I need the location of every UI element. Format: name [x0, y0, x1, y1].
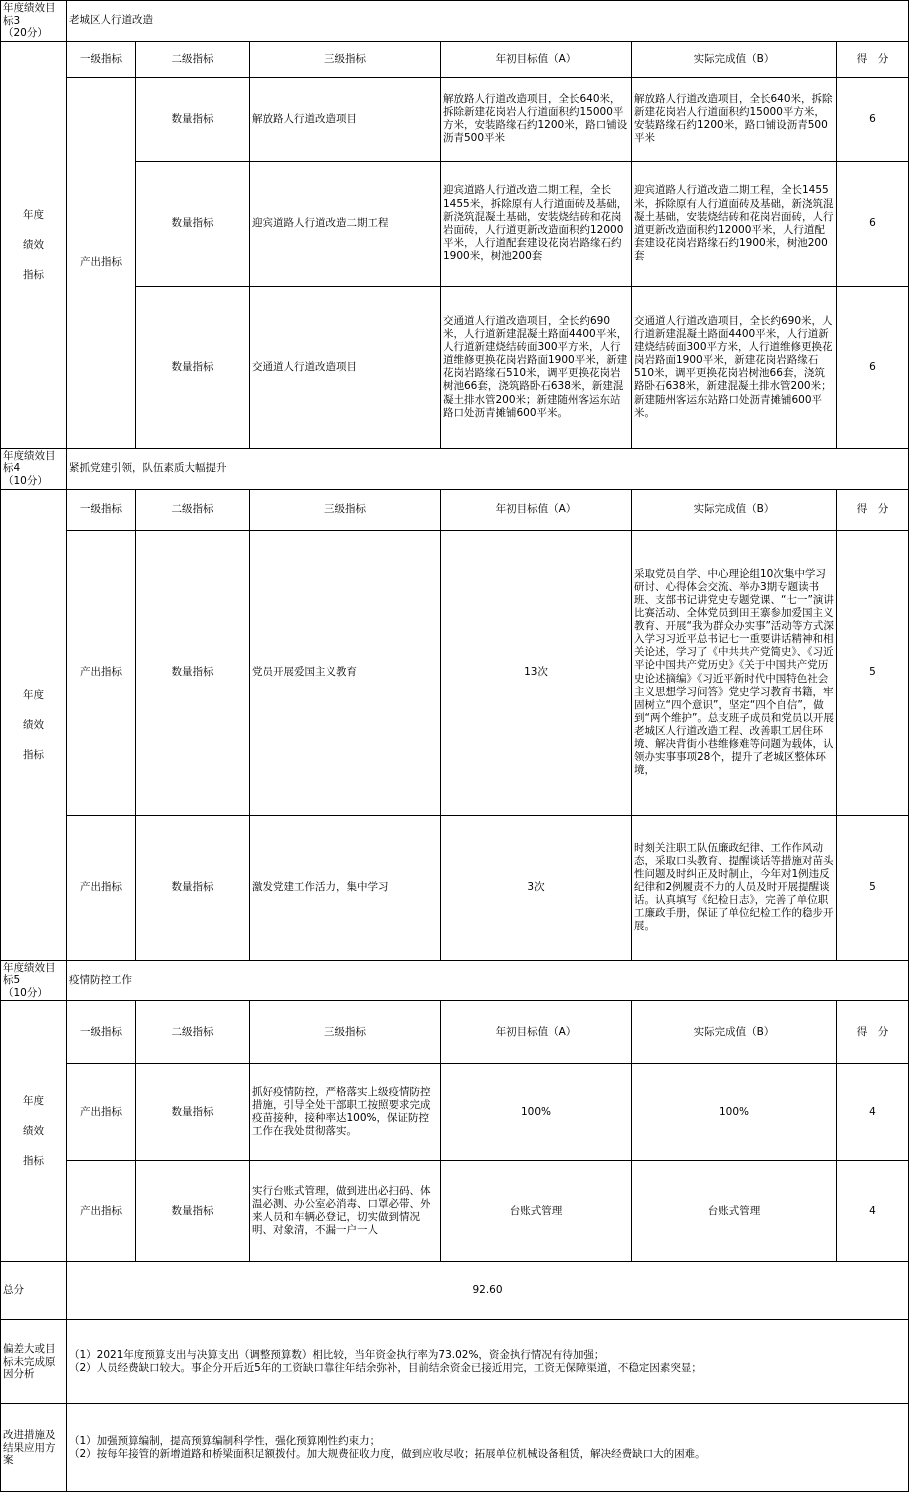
table-row — [1, 1161, 909, 1262]
goal3-title: 老城区人行道改造 — [67, 1, 909, 42]
goal5-label-line1: 年度绩效目标5 — [3, 961, 56, 987]
goal4-header-row — [1, 448, 909, 489]
target-cell: 100% — [441, 1064, 632, 1161]
level1-cell: 产出指标 — [67, 530, 136, 815]
table-row — [1, 77, 909, 161]
goal4-label — [1, 448, 67, 489]
header-level1: 一级指标 — [67, 489, 136, 530]
improvement-label: 改进措施及结果应用方案 — [1, 1404, 67, 1492]
target-cell: 13次 — [441, 530, 632, 815]
actual-cell: 采取党员自学、中心理论组10次集中学习研讨、心得体会交流、举办3期专题读书班、支部书记讲党史专题党课、“七一”演讲比赛活动、全体党员到田王寨参加爱国主义教育、开展“我为群众办实事”活动等方式深入学习习近平总书记七一重要讲话精神和相关论述，学习了《中共共产党简史》、《习近平论中国共产党历史》《关于中国共产党历史论述摘编》《习近平新时代中国特色社会主义思想学习问答》党史学习教育书籍，牢固树立“四个意识”，坚定“四个自信”，做到“两个维护”。总支班子成员和党员以开展老城区人行道改造工程、改善职工居住环境、解决背街小巷维修难等问题为载体，认领办实事事项28个，提升了老城区整体环境， — [632, 530, 837, 815]
level3-cell: 实行台账式管理，做到进出必扫码、体温必测、办公室必消毒、口罩必带、外来人员和车辆必登记，切实做到情况明、对象清，不漏一户一人 — [250, 1161, 441, 1262]
total-value: 92.60 — [67, 1262, 909, 1320]
score-cell: 6 — [837, 286, 909, 448]
level2-cell: 数量指标 — [136, 530, 250, 815]
level3-cell: 激发党建工作活力，集中学习 — [250, 815, 441, 960]
level3-cell: 党员开展爱国主义教育 — [250, 530, 441, 815]
score-cell: 5 — [837, 530, 909, 815]
target-cell: 3次 — [441, 815, 632, 960]
table-row — [1, 286, 909, 448]
level2-cell: 数量指标 — [136, 77, 250, 161]
deviation-line-1: （1）2021年度预算支出与决算支出（调整预算数）相比较，当年资金执行率为73.02%，资金执行情况有待加强； — [69, 1348, 605, 1361]
goal5-label-line2: （10分） — [3, 986, 48, 999]
goal3-column-header-row — [1, 41, 909, 77]
header-actual: 实际完成值（B） — [632, 489, 837, 530]
actual-cell: 时刻关注职工队伍廉政纪律、工作作风动态，采取口头教育、提醒谈话等措施对苗头性问题及时纠正及时制止，今年对1例违反纪律和2例履责不力的人员及时开展提醒谈话。认真填写《纪检日志》，完善了单位职工廉政手册，保证了单位纪检工作的稳步开展。 — [632, 815, 837, 960]
row-group-label-3: 指标 — [23, 1155, 44, 1168]
row-group-label-2: 绩效 — [23, 1125, 44, 1138]
improvement-row — [1, 1404, 909, 1492]
level1-cell: 产出指标 — [67, 1161, 136, 1262]
header-level2: 二级指标 — [136, 489, 250, 530]
goal4-column-header-row — [1, 489, 909, 530]
header-target: 年初目标值（A） — [441, 1001, 632, 1064]
row-group-label-2: 绩效 — [23, 718, 44, 731]
header-level2: 二级指标 — [136, 41, 250, 77]
row-group-label-2: 绩效 — [23, 238, 44, 251]
level3-cell: 交通道人行道改造项目 — [250, 286, 441, 448]
header-target: 年初目标值（A） — [441, 41, 632, 77]
goal3-row-group-label — [1, 41, 67, 448]
goal5-header-row — [1, 960, 909, 1001]
row-group-label-1: 年度 — [23, 688, 44, 701]
improvement-line-2: （2）按每年接管的新增道路和桥梁面积足额拨付。加大规费征收力度，做到应收尽收；拓展单位机械设备租赁，解决经费缺口大的困难。 — [69, 1447, 706, 1460]
header-level1: 一级指标 — [67, 41, 136, 77]
goal4-label-line1: 年度绩效目标4 — [3, 449, 56, 475]
header-level3: 三级指标 — [250, 1001, 441, 1064]
goal4-row-group-label — [1, 489, 67, 960]
goal3-header-row — [1, 1, 909, 42]
level2-cell: 数量指标 — [136, 286, 250, 448]
actual-cell: 迎宾道路人行道改造二期工程，全长1455米，拆除原有人行道面砖及基础，新浇筑混凝土基础，安装烧结砖和花岗岩面砖，人行道更新改造面积约12000平米，人行道配套建设花岗岩路缘石约1900米，树池200套 — [632, 161, 837, 286]
goal5-row-group-label — [1, 1001, 67, 1262]
goal3-label-line2: （20分） — [3, 27, 48, 40]
level3-cell: 抓好疫情防控，严格落实上级疫情防控措施，引导全处干部职工按照要求完成疫苗接种，接种率达100%，保证防控工作在我处贯彻落实。 — [250, 1064, 441, 1161]
score-cell: 4 — [837, 1064, 909, 1161]
header-score: 得 分 — [837, 489, 909, 530]
header-score: 得 分 — [837, 1001, 909, 1064]
table-row — [1, 1064, 909, 1161]
row-group-label-1: 年度 — [23, 208, 44, 221]
level2-cell: 数量指标 — [136, 815, 250, 960]
goal5-label — [1, 960, 67, 1001]
score-cell: 5 — [837, 815, 909, 960]
header-score: 得 分 — [837, 41, 909, 77]
improvement-line-1: （1）加强预算编制，提高预算编制科学性，强化预算刚性约束力； — [69, 1434, 381, 1447]
header-actual: 实际完成值（B） — [632, 1001, 837, 1064]
total-label: 总分 — [1, 1262, 67, 1320]
actual-cell: 交通道人行道改造项目，全长约690米，人行道新建混凝土路面4400平米，人行道新建烧结砖面300平方米，人行道维修更换花岗岩路面1900平米，新建花岗岩路缘石510米，调平更换花岗岩树池66套，浇筑路卧石638米，新建混凝土排水管200米；新建随州客运东站路口处沥青摊铺600平米。 — [632, 286, 837, 448]
actual-cell: 解放路人行道改造项目，全长640米，拆除新建花岗岩人行道面积约15000平方米，安装路缘石约1200米，路口铺设沥青500平米 — [632, 77, 837, 161]
header-level3: 三级指标 — [250, 489, 441, 530]
target-cell: 交通道人行道改造项目，全长约690米，人行道新建混凝土路面4400平米，人行道新建烧结砖面300平方米，人行道维修更换花岗岩路面1900平米，新建花岗岩路缘石510米，调平更换花岗岩树池66套，浇筑路卧石638米，新建混凝土排水管200米；新建随州客运东站路口处沥青摊铺600平米。 — [441, 286, 632, 448]
header-level1: 一级指标 — [67, 1001, 136, 1064]
level2-cell: 数量指标 — [136, 1064, 250, 1161]
target-cell: 台账式管理 — [441, 1161, 632, 1262]
level2-cell: 数量指标 — [136, 1161, 250, 1262]
target-cell: 迎宾道路人行道改造二期工程，全长1455米，拆除原有人行道面砖及基础，新浇筑混凝土基础，安装烧结砖和花岗岩面砖，人行道更新改造面积约12000平米，人行道配套建设花岗岩路缘石约1900米，树池200套 — [441, 161, 632, 286]
goal4-label-line2: （10分） — [3, 474, 48, 487]
level2-cell: 数量指标 — [136, 161, 250, 286]
deviation-content — [67, 1320, 909, 1404]
row-group-label-3: 指标 — [23, 748, 44, 761]
table-row — [1, 530, 909, 815]
header-target: 年初目标值（A） — [441, 489, 632, 530]
score-cell: 6 — [837, 77, 909, 161]
goal4-title: 紧抓党建引领，队伍素质大幅提升 — [67, 448, 909, 489]
level1-cell: 产出指标 — [67, 1064, 136, 1161]
row-group-label-1: 年度 — [23, 1095, 44, 1108]
goal3-label — [1, 1, 67, 42]
goal3-label-line1: 年度绩效目标3 — [3, 2, 56, 27]
deviation-line-2: （2）人员经费缺口较大。事企分开后近5年的工资缺口靠往年结余弥补，目前结余资金已接近用完，工资无保障渠道，不稳定因素突显； — [69, 1361, 702, 1374]
total-row — [1, 1262, 909, 1320]
row-group-label-3: 指标 — [23, 268, 44, 281]
table-row — [1, 815, 909, 960]
level3-cell: 解放路人行道改造项目 — [250, 77, 441, 161]
score-cell: 6 — [837, 161, 909, 286]
goal5-title: 疫情防控工作 — [67, 960, 909, 1001]
level1-cell: 产出指标 — [67, 815, 136, 960]
target-cell: 解放路人行道改造项目，全长640米，拆除新建花岗岩人行道面积约15000平方米，安装路缘石约1200米，路口铺设沥青500平米 — [441, 77, 632, 161]
goal3-category: 产出指标 — [67, 77, 136, 448]
actual-cell: 台账式管理 — [632, 1161, 837, 1262]
score-cell: 4 — [837, 1161, 909, 1262]
goal5-column-header-row — [1, 1001, 909, 1064]
level3-cell: 迎宾道路人行道改造二期工程 — [250, 161, 441, 286]
deviation-row — [1, 1320, 909, 1404]
header-level3: 三级指标 — [250, 41, 441, 77]
header-level2: 二级指标 — [136, 1001, 250, 1064]
table-row — [1, 161, 909, 286]
deviation-label: 偏差大或目标未完成原因分析 — [1, 1320, 67, 1404]
improvement-content — [67, 1404, 909, 1492]
header-actual: 实际完成值（B） — [632, 41, 837, 77]
actual-cell: 100% — [632, 1064, 837, 1161]
